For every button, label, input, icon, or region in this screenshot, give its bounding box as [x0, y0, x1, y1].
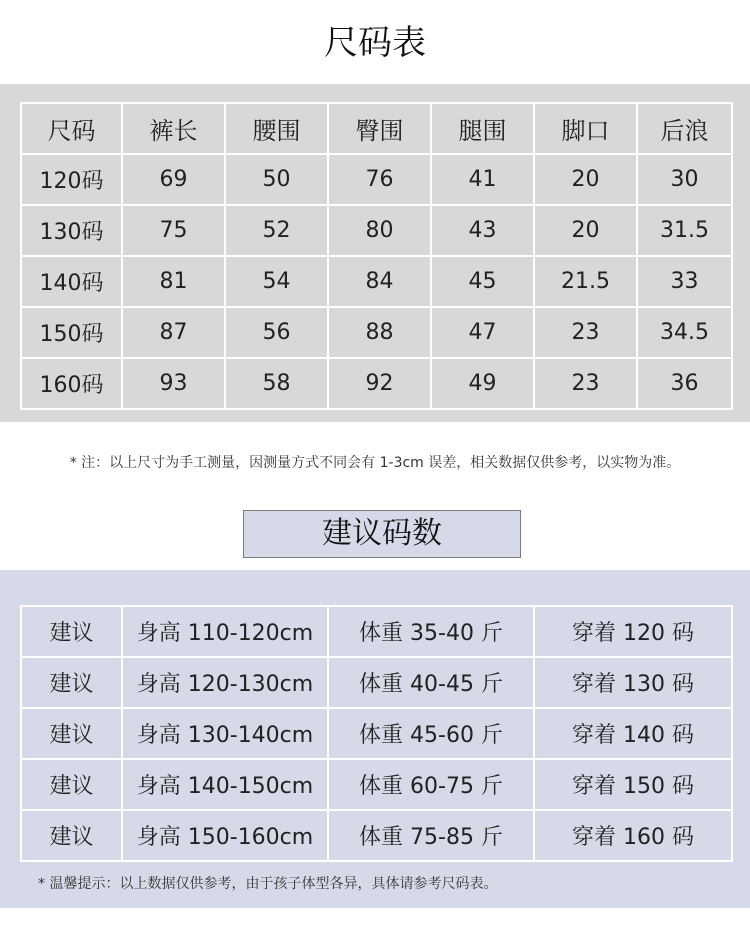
table-cell: 穿着 120 码 — [534, 606, 732, 657]
table-cell: 23 — [534, 358, 637, 409]
tip-note: * 温馨提示：以上数据仅供参考，由于孩子体型各异，具体请参考尺码表。 — [38, 876, 498, 892]
header-cell: 脚口 — [534, 103, 637, 154]
table-cell: 58 — [225, 358, 328, 409]
table-cell: 建议 — [21, 606, 122, 657]
table-cell: 建议 — [21, 759, 122, 810]
table-cell: 穿着 130 码 — [534, 657, 732, 708]
table-cell: 34.5 — [637, 307, 732, 358]
table-cell: 75 — [122, 205, 225, 256]
table-cell: 87 — [122, 307, 225, 358]
table-cell: 52 — [225, 205, 328, 256]
table-cell: 身高 150-160cm — [122, 810, 328, 861]
table-cell: 50 — [225, 154, 328, 205]
header-cell: 裤长 — [122, 103, 225, 154]
table-cell: 81 — [122, 256, 225, 307]
table-row — [21, 358, 732, 409]
table-cell: 20 — [534, 154, 637, 205]
size-chart-title: 尺码表 — [324, 23, 426, 63]
table-cell: 130码 — [21, 205, 122, 256]
table-row — [21, 708, 732, 759]
table-cell: 建议 — [21, 708, 122, 759]
table-cell: 建议 — [21, 657, 122, 708]
table-cell: 体重 60-75 斤 — [328, 759, 534, 810]
header-cell: 臀围 — [328, 103, 431, 154]
table-row — [21, 759, 732, 810]
table-cell: 36 — [637, 358, 732, 409]
header-cell: 尺码 — [21, 103, 122, 154]
table-cell: 45 — [431, 256, 534, 307]
table-cell: 80 — [328, 205, 431, 256]
table-row — [21, 606, 732, 657]
table-row — [21, 256, 732, 307]
table-cell: 20 — [534, 205, 637, 256]
table-cell: 身高 140-150cm — [122, 759, 328, 810]
recommendation-title: 建议码数 — [243, 510, 521, 558]
table-row — [21, 810, 732, 861]
table-cell: 穿着 160 码 — [534, 810, 732, 861]
table-cell: 93 — [122, 358, 225, 409]
table-row — [21, 154, 732, 205]
size-chart-table — [20, 102, 733, 410]
table-cell: 身高 110-120cm — [122, 606, 328, 657]
table-cell: 120码 — [21, 154, 122, 205]
table-cell: 30 — [637, 154, 732, 205]
table-cell: 76 — [328, 154, 431, 205]
table-cell: 21.5 — [534, 256, 637, 307]
table-cell: 31.5 — [637, 205, 732, 256]
table-cell: 体重 35-40 斤 — [328, 606, 534, 657]
table-cell: 88 — [328, 307, 431, 358]
table-cell: 49 — [431, 358, 534, 409]
header-cell: 腰围 — [225, 103, 328, 154]
table-row — [21, 205, 732, 256]
table-row — [21, 307, 732, 358]
header-cell: 后浪 — [637, 103, 732, 154]
table-cell: 140码 — [21, 256, 122, 307]
table-cell: 穿着 140 码 — [534, 708, 732, 759]
recommendation-table — [20, 605, 733, 862]
table-cell: 33 — [637, 256, 732, 307]
table-cell: 体重 45-60 斤 — [328, 708, 534, 759]
table-cell: 穿着 150 码 — [534, 759, 732, 810]
header-cell: 腿围 — [431, 103, 534, 154]
table-cell: 92 — [328, 358, 431, 409]
table-cell: 160码 — [21, 358, 122, 409]
table-cell: 69 — [122, 154, 225, 205]
table-cell: 身高 130-140cm — [122, 708, 328, 759]
table-cell: 体重 40-45 斤 — [328, 657, 534, 708]
table-cell: 41 — [431, 154, 534, 205]
table-cell: 54 — [225, 256, 328, 307]
measurement-note: * 注：以上尺寸为手工测量，因测量方式不同会有 1-3cm 误差，相关数据仅供参考，以实物为准。 — [69, 455, 681, 471]
table-cell: 身高 120-130cm — [122, 657, 328, 708]
table-cell: 23 — [534, 307, 637, 358]
table-cell: 56 — [225, 307, 328, 358]
size-chart-header-row — [21, 103, 732, 154]
table-cell: 体重 75-85 斤 — [328, 810, 534, 861]
table-cell: 47 — [431, 307, 534, 358]
table-row — [21, 657, 732, 708]
table-cell: 150码 — [21, 307, 122, 358]
table-cell: 84 — [328, 256, 431, 307]
table-cell: 43 — [431, 205, 534, 256]
table-cell: 建议 — [21, 810, 122, 861]
